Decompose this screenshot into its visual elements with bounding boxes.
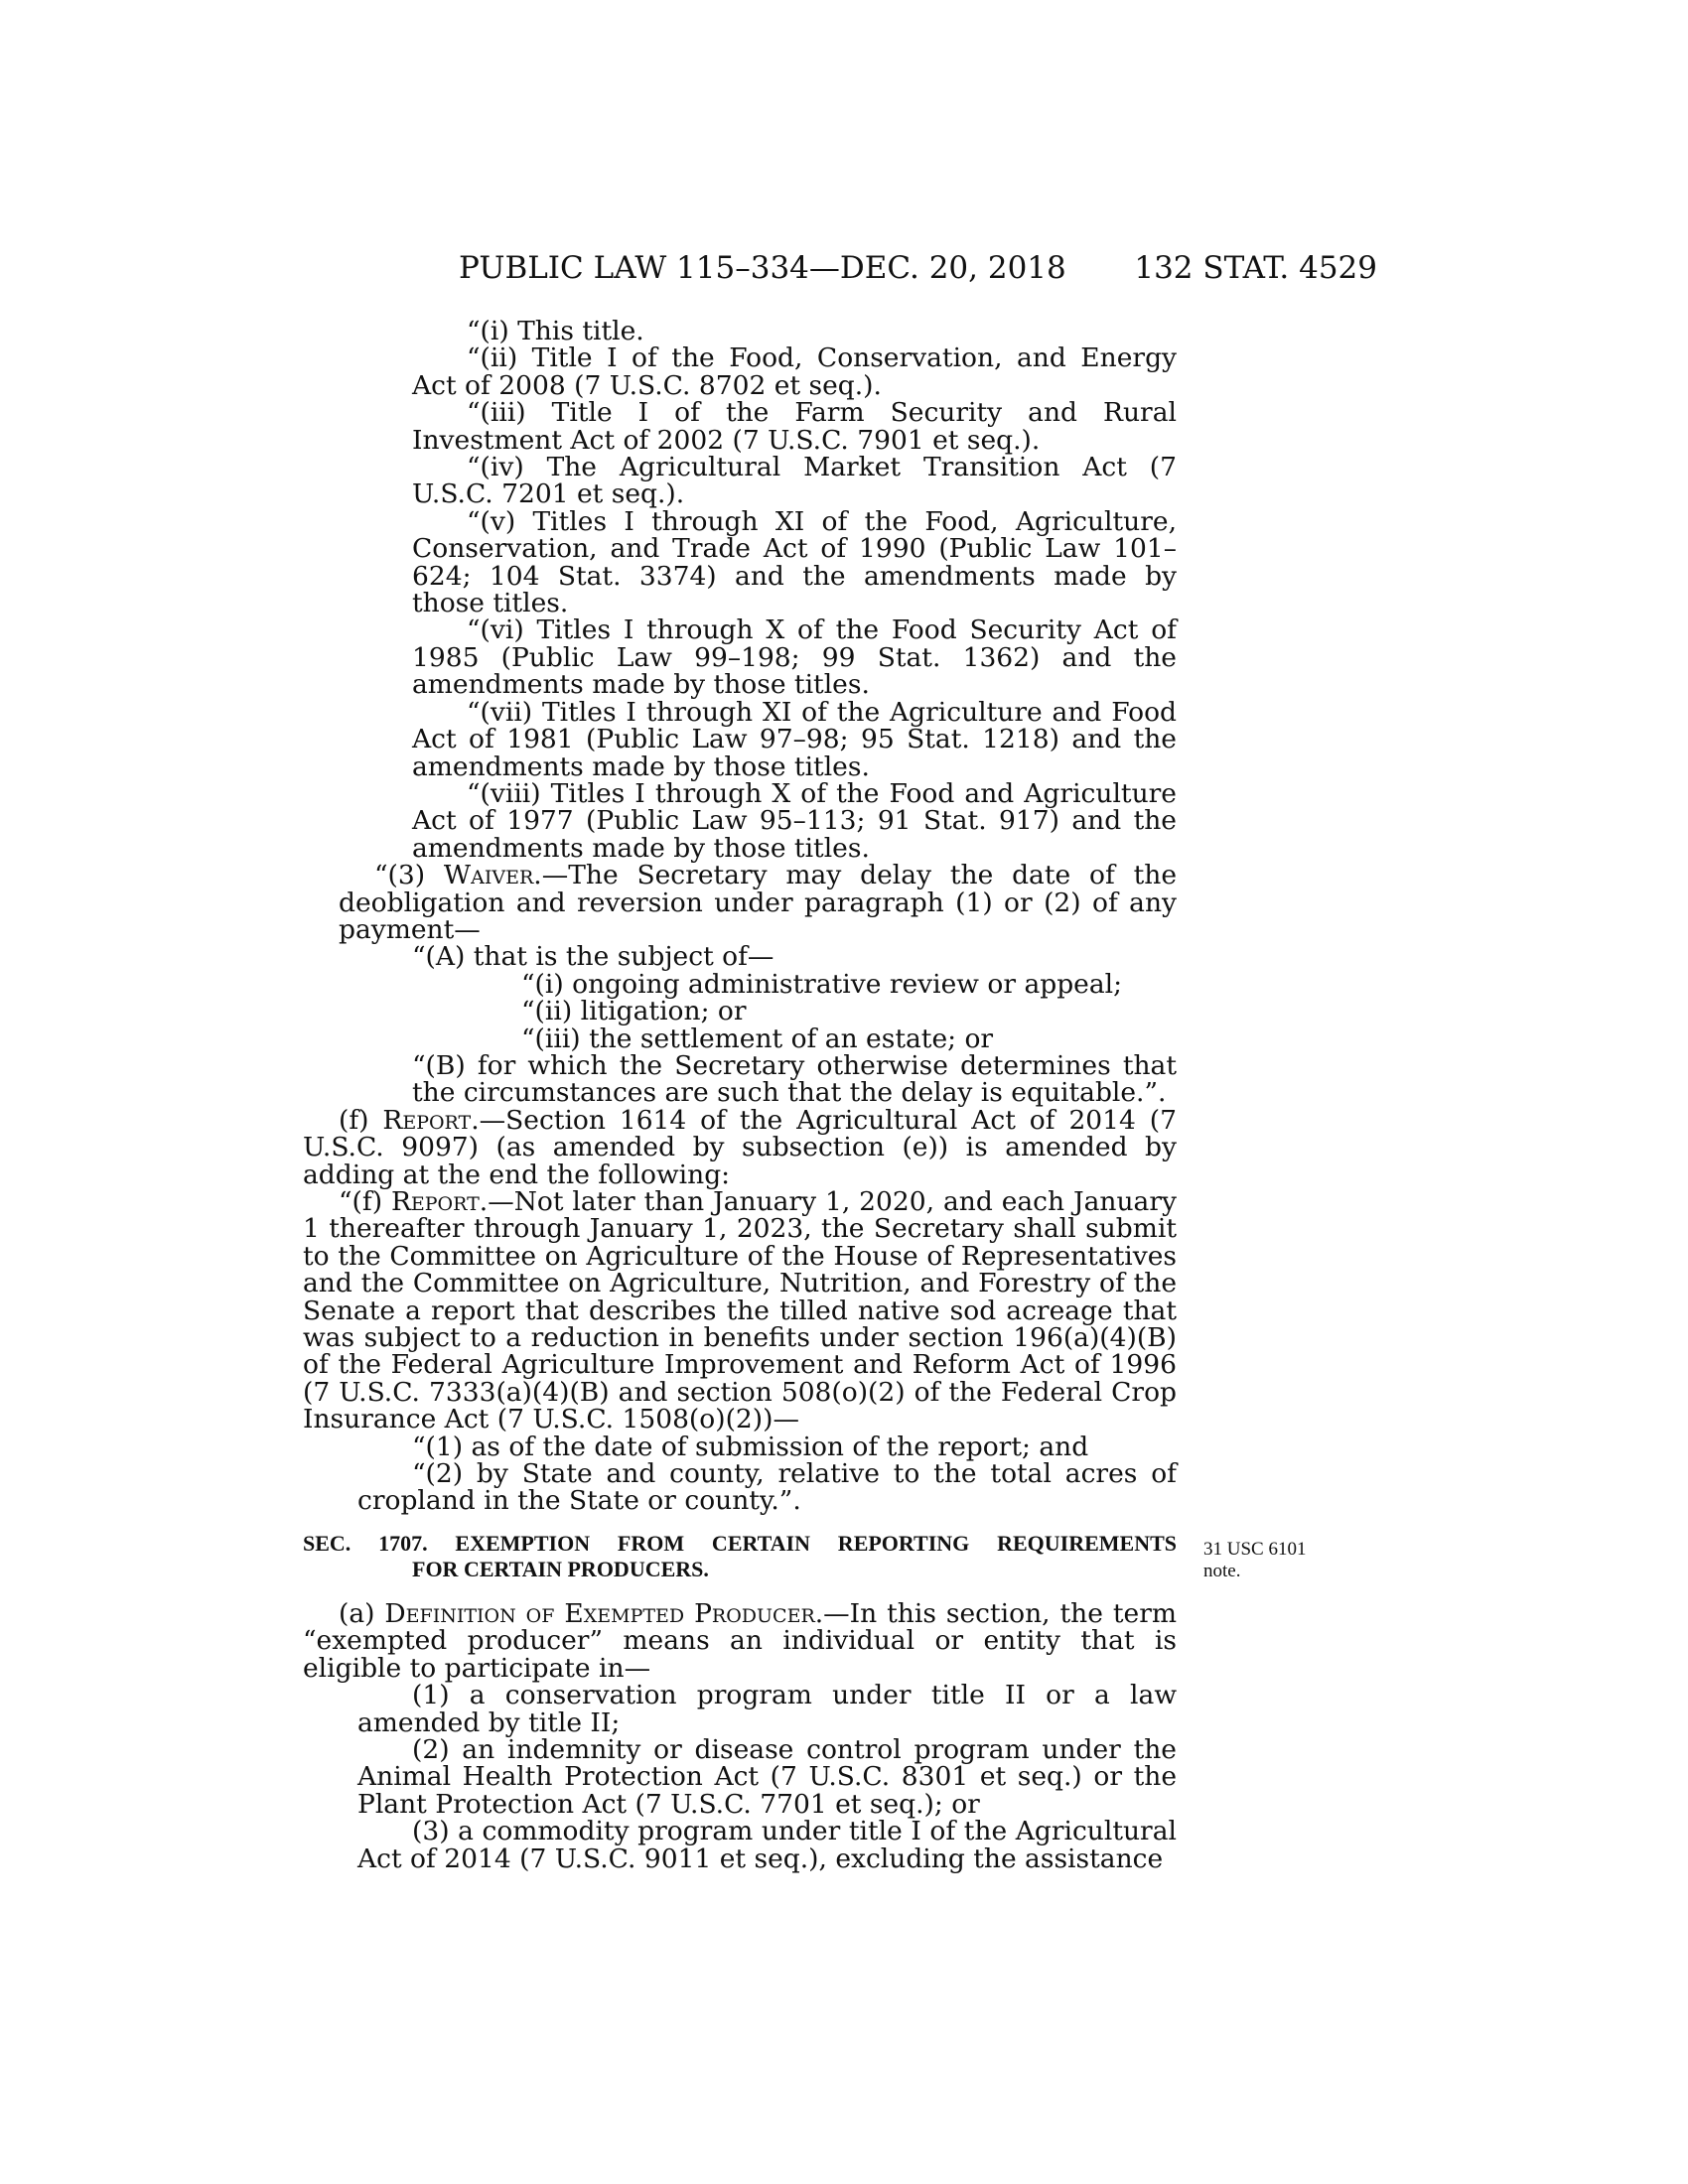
waiver-a-item-i: “(i) ongoing administrative review or appeal; <box>521 968 1123 1000</box>
waiver-paragraph <box>303 862 1177 943</box>
definition-item-1: (1) a conservation program under title II or a law amended by title II; <box>357 1680 1177 1738</box>
definition-heading: Definition of Exempted Producer <box>384 1597 815 1629</box>
margin-citation-note <box>1203 1539 1306 1582</box>
definition-text: .—In this section, the term “exempted producer” means an individual or entity that is eligible to participate in— <box>303 1597 1177 1684</box>
list-item-iii: “(iii) Title I of the Farm Security and Rural Investment Act of 2002 (7 U.S.C. 7901 et seq.). <box>412 397 1177 456</box>
waiver-subpara-b: “(B) for which the Secretary otherwise determines that the circumstances are such that the delay is equitable.”. <box>412 1049 1177 1109</box>
waiver-a-item-ii: “(ii) litigation; or <box>521 996 747 1027</box>
section-heading-line1: SEC. 1707. EXEMPTION FROM CERTAIN REPORTING REQUIREMENTS <box>303 1530 1177 1556</box>
quoted-report-item-1: “(1) as of the date of submission of the report; and <box>412 1431 1089 1462</box>
quoted-report-prefix: “(f) <box>339 1186 391 1217</box>
waiver-heading: Waiver <box>443 860 534 891</box>
list-item-ii: “(ii) Title I of the Food, Conservation, and Energy Act of 2008 (7 U.S.C. 8702 et seq.). <box>412 342 1177 401</box>
definition-subsection <box>303 1597 1177 1684</box>
section-heading <box>303 1531 1177 1582</box>
waiver-prefix: “(3) <box>374 860 444 891</box>
list-item-i: “(i) This title. <box>467 316 644 346</box>
waiver-text: .—The Secretary may delay the date of the deobligation and reversion under paragraph (1) or (2) of any payment— <box>339 860 1178 945</box>
report-subsection <box>303 1104 1177 1190</box>
waiver-subpara-a: “(A) that is the subject of— <box>412 941 774 973</box>
quoted-report-item-2: “(2) by State and county, relative to the total acres of cropland in the State or county.”. <box>357 1458 1177 1517</box>
list-item-iv: “(iv) The Agricultural Market Transition Act (7 U.S.C. 7201 et seq.). <box>412 452 1177 510</box>
list-item-vii: “(vii) Titles I through XI of the Agriculture and Food Act of 1981 (Public Law 97–98; 95 Stat. 1218) and the amendments made by those titles. <box>412 696 1177 782</box>
margin-note-line2: note. <box>1203 1561 1241 1581</box>
report-prefix: (f) <box>339 1104 383 1136</box>
list-item-vi: “(vi) Titles I through X of the Food Security Act of 1985 (Public Law 99–198; 99 Stat. 1362) and the amendments made by those titles. <box>412 614 1177 701</box>
quoted-report-text: .—Not later than January 1, 2020, and each January 1 thereafter through January 1, 2023, the Secretary shall submit to the Committee on Agriculture of the House of Representatives and the Committee on Agriculture, Nutrition, and Forestry of the Senate a report that describes the tilled native sod acreage that was subject to a reduction in benefits under section 196(a)(4)(B) of the Federal Agriculture Improvement and Reform Act of 1996 (7 U.S.C. 7333(a)(4)(B) and section 508(o)(2) of the Federal Crop Insurance Act (7 U.S.C. 1508(o)(2))— <box>303 1186 1177 1435</box>
document-body <box>303 318 1177 1872</box>
margin-note-line1: 31 USC 6101 <box>1203 1539 1307 1560</box>
quoted-report-heading: Report <box>390 1186 480 1217</box>
header-stat-page: 132 STAT. 4529 <box>1134 250 1377 286</box>
list-item-viii: “(viii) Titles I through X of the Food and Agriculture Act of 1977 (Public Law 95–113; 91 Stat. 917) and the amendments made by those titles. <box>412 777 1177 864</box>
report-text: .—Section 1614 of the Agricultural Act of 2014 (7 U.S.C. 9097) (as amended by subsection (e)) is amended by adding at the end the following: <box>303 1104 1177 1190</box>
definition-item-3: (3) a commodity program under title I of the Agricultural Act of 2014 (7 U.S.C. 9011 et seq.), excluding the assistance <box>357 1816 1177 1874</box>
waiver-a-item-iii: “(iii) the settlement of an estate; or <box>521 1023 994 1054</box>
header-public-law: PUBLIC LAW 115–334—DEC. 20, 2018 <box>459 250 1066 286</box>
quoted-report-paragraph <box>303 1188 1177 1433</box>
definition-item-2: (2) an indemnity or disease control program under the Animal Health Protection Act (7 U.S.C. 8301 et seq.) or the Plant Protection Act (7 U.S.C. 7701 et seq.); or <box>357 1733 1177 1820</box>
list-item-v: “(v) Titles I through XI of the Food, Agriculture, Conservation, and Trade Act of 1990 (Public Law 101–624; 104 Stat. 3374) and the amendments made by those titles. <box>412 505 1177 619</box>
report-heading: Report <box>382 1104 472 1136</box>
definition-prefix: (a) <box>339 1597 385 1629</box>
section-heading-line2: FOR CERTAIN PRODUCERS. <box>412 1556 709 1581</box>
